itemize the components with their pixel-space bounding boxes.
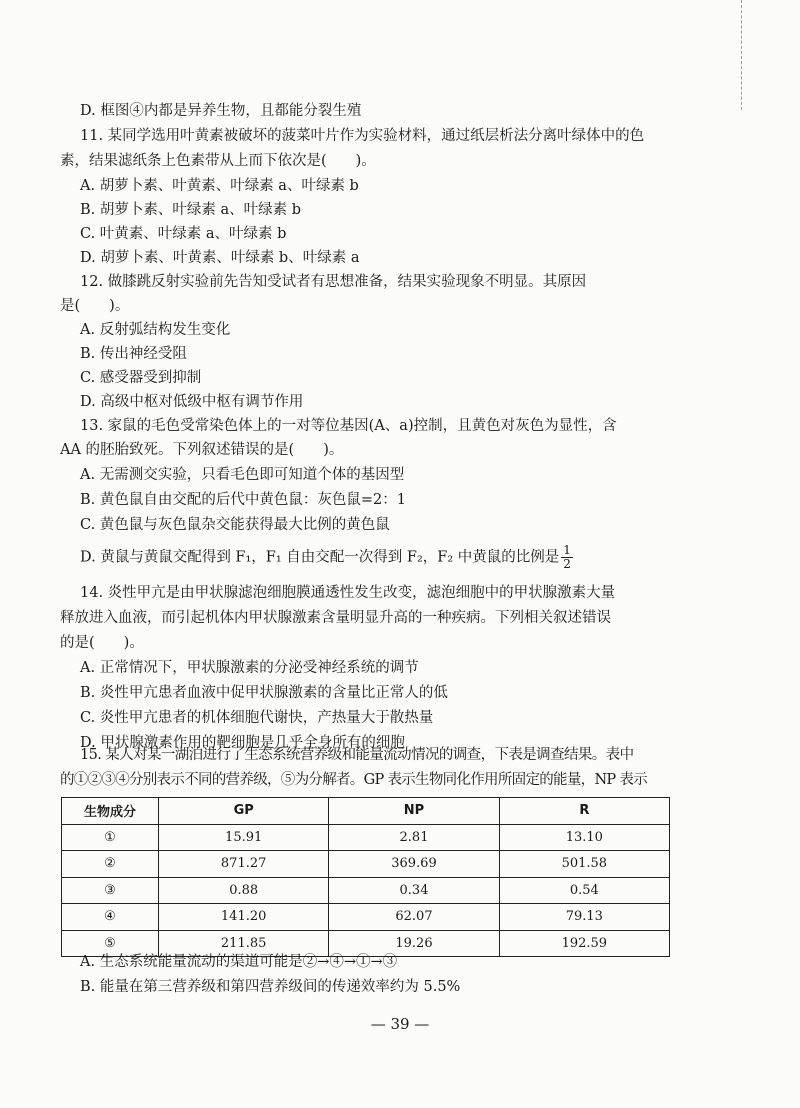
table-row — [62, 851, 670, 878]
option-12-d: D. 高级中枢对低级中枢有调节作用 — [80, 394, 304, 410]
question-13-line-2: AA 的胚胎致死。下列叙述错误的是( )。 — [60, 442, 344, 458]
option-11-d: D. 胡萝卜素、叶黄素、叶绿素 b、叶绿素 a — [80, 250, 360, 266]
col-header-r: R — [499, 798, 669, 825]
col-header-np: NP — [329, 798, 499, 825]
table-cell: 79.13 — [499, 904, 669, 931]
table-cell: 369.69 — [329, 851, 499, 878]
table-header-row — [62, 798, 670, 825]
option-14-b: B. 炎性甲亢患者血液中促甲状腺激素的含量比正常人的低 — [80, 685, 448, 701]
table-cell: 141.20 — [159, 904, 329, 931]
table-cell: 871.27 — [159, 851, 329, 878]
question-13-line-1: 13. 家鼠的毛色受常染色体上的一对等位基因(A、a)控制，且黄色对灰色为显性，含 — [80, 418, 617, 434]
table-cell: ② — [62, 851, 159, 878]
question-15-line-2: 的①②③④分别表示不同的营养级，⑤为分解者。GP 表示生物同化作用所固定的能量，NP 表示 — [60, 772, 647, 788]
option-11-b: B. 胡萝卜素、叶绿素 a、叶绿素 b — [80, 202, 302, 218]
question-12-line-1: 12. 做膝跳反射实验前先告知受试者有思想准备，结果实验现象不明显。其原因 — [80, 274, 587, 290]
option-15-a: A. 生态系统能量流动的渠道可能是②→④→①→③ — [80, 954, 398, 970]
energy-flow-table — [61, 797, 670, 957]
option-11-c: C. 叶黄素、叶绿素 a、叶绿素 b — [80, 226, 287, 242]
option-15-b: B. 能量在第三营养级和第四营养级间的传递效率约为 5.5% — [80, 979, 461, 995]
scan-margin-line — [741, 0, 742, 110]
table-cell: 501.58 — [499, 851, 669, 878]
option-11-a: A. 胡萝卜素、叶黄素、叶绿素 a、叶绿素 b — [80, 178, 359, 194]
table-row — [62, 824, 670, 851]
option-13-c: C. 黄色鼠与灰色鼠杂交能获得最大比例的黄色鼠 — [80, 517, 390, 533]
question-14-line-3: 的是( )。 — [60, 635, 144, 651]
table-cell: 2.81 — [329, 824, 499, 851]
option-13-d-text: D. 黄鼠与黄鼠交配得到 F₁，F₁ 自由交配一次得到 F₂，F₂ 中黄鼠的比例是 — [80, 549, 560, 566]
page-number: — 39 — — [370, 1015, 430, 1033]
table-row — [62, 904, 670, 931]
question-12-line-2: 是( )。 — [60, 298, 130, 314]
question-11-line-1: 11. 某同学选用叶黄素被破坏的菠菜叶片作为实验材料，通过纸层析法分离叶绿体中的色 — [80, 128, 645, 144]
table-cell: 192.59 — [499, 930, 669, 957]
table-cell: 0.54 — [499, 877, 669, 904]
table-cell: 0.34 — [329, 877, 499, 904]
table-cell: 211.85 — [159, 930, 329, 957]
option-13-a: A. 无需测交实验，只看毛色即可知道个体的基因型 — [80, 467, 405, 483]
option-13-b: B. 黄色鼠自由交配的后代中黄色鼠：灰色鼠=2：1 — [80, 492, 406, 508]
col-header-gp: GP — [159, 798, 329, 825]
option-12-c: C. 感受器受到抑制 — [80, 370, 202, 386]
option-10-d: D. 框图④内都是异养生物，且都能分裂生殖 — [80, 103, 362, 119]
table-cell: ⑤ — [62, 930, 159, 957]
table-cell: 0.88 — [159, 877, 329, 904]
col-header-component: 生物成分 — [62, 798, 159, 825]
question-14-line-1: 14. 炎性甲亢是由甲状腺滤泡细胞膜通透性发生改变，滤泡细胞中的甲状腺激素大量 — [80, 585, 616, 601]
question-11-line-2: 素，结果滤纸条上色素带从上而下依次是( )。 — [60, 153, 376, 169]
table-cell: 13.10 — [499, 824, 669, 851]
table-cell: 62.07 — [329, 904, 499, 931]
fraction-denominator: 2 — [563, 557, 571, 571]
table-cell: ① — [62, 824, 159, 851]
fraction-one-half — [561, 544, 573, 571]
option-12-b: B. 传出神经受阻 — [80, 346, 187, 362]
question-15-line-1: 15. 某人对某一湖泊进行了生态系统营养级和能量流动情况的调查，下表是调查结果。表中 — [80, 747, 634, 763]
option-14-c: C. 炎性甲亢患者的机体细胞代谢快，产热量大于散热量 — [80, 710, 434, 726]
option-13-d — [80, 544, 573, 571]
fraction-numerator: 1 — [563, 543, 571, 557]
option-14-d: D. 甲状腺激素作用的靶细胞是几乎全身所有的细胞 — [80, 735, 405, 751]
option-14-a: A. 正常情况下，甲状腺激素的分泌受神经系统的调节 — [80, 660, 419, 676]
option-12-a: A. 反射弧结构发生变化 — [80, 322, 231, 338]
table-cell: ③ — [62, 877, 159, 904]
table-cell: 15.91 — [159, 824, 329, 851]
table-cell: ④ — [62, 904, 159, 931]
table-cell: 19.26 — [329, 930, 499, 957]
table-row — [62, 877, 670, 904]
question-14-line-2: 释放进入血液，而引起机体内甲状腺激素含量明显升高的一种疾病。下列相关叙述错误 — [60, 610, 611, 626]
